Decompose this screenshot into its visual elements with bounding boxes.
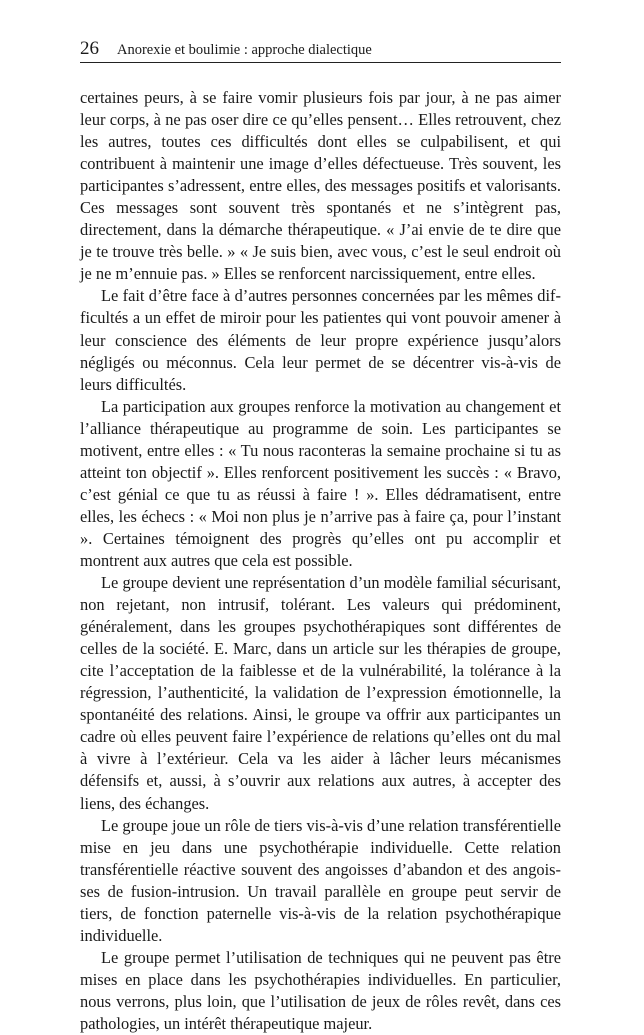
paragraph: Le groupe devient une représentation d’un modèle familial sécurisant, non rejetant, non intrusif, tolérant. Les valeurs qui prédominent, généralement, dans les groupes psychothérapiques sont différentes de celles de la société. E. Marc, dans un article sur les thérapies de groupe, cite l’acceptation de la faiblesse et de la vulnérabilité, la tolérance à la régression, l’authenticité, la validation de l’expression émotionnelle, la spontanéité des relations. Ainsi, le groupe va offrir aux participantes un cadre où elles peuvent faire l’expérience de relations qu’elles ont du mal à vivre à l’extérieur. Cela va les aider à lâcher leurs mécanismes défensifs et, aussi, à s’ouvrir aux relations aux autres, à accepter des liens, des échanges. (80, 573, 561, 813)
paragraph: Le groupe permet l’utilisation de techniques qui ne peuvent pas être mises en place dans les psychothérapies individuelles. En particulier, nous verrons, plus loin, que l’utilisation de jeux de rôles revêt, dans ces pathologies, un intérêt thérapeutique majeur. (80, 947, 561, 1033)
body-text (80, 87, 561, 1035)
page-number: 26 (80, 38, 99, 59)
running-header (80, 38, 561, 63)
paragraph: La participation aux groupes renforce la motivation au changement et l’alliance thérapeutique au programme de soin. Les participantes se motivent, entre elles : « Tu nous raconteras la semaine prochaine si tu as atteint ton objectif ». Elles renforcent positivement les succès : « Bravo, c’est génial ce que tu as réussi à faire ! ». Elles dédramatisent, entre elles, les échecs : « Moi non plus je n’arrive pas à faire ça, pour l’instant ». Certaines témoignent des progrès qu’elles ont pu accomplir et montrent aux autres que cela est possible. (80, 396, 561, 570)
running-title: Anorexie et boulimie : approche dialectique (117, 42, 372, 58)
paragraph: Le fait d’être face à d’autres personnes concernées par les mêmes difficultés a un effet de miroir pour les patientes qui vont pouvoir amener à leur conscience des éléments de leur propre expérience jusqu’alors négligés ou méconnus. Cela leur permet de se décentrer vis-à-vis de leurs difficultés. (80, 286, 561, 394)
paragraph: Le groupe joue un rôle de tiers vis-à-vis d’une relation transférentielle mise en jeu dans une psychothérapie individuelle. Cette relation transférentielle réactive souvent des angoisses d’abandon et des angoisses de fusion-intrusion. Un travail parallèle en groupe peut servir de tiers, de fonction paternelle vis-à-vis de la relation psychothérapique individuelle. (80, 815, 561, 945)
paragraph-continued: certaines peurs, à se faire vomir plusieurs fois par jour, à ne pas aimer leur corps, à ne pas oser dire ce qu’elles pensent… Elles retrouvent, chez les autres, toutes ces difficultés dont elles se culpabilisent, et qui contribuent à maintenir une image d’elles défectueuse. Très souvent, les participantes s’adressent, entre elles, des messages positifs et valorisants. Ces messages sont souvent très spontanés et ne s’intègrent pas, directement, dans la démarche thérapeutique. « J’ai envie de te dire que je te trouve très belle. » « Je suis bien, avec vous, c’est le seul endroit où je ne m’ennuie pas. » Elles se renforcent narcissiquement, entre elles. (80, 88, 561, 284)
book-page (80, 38, 561, 1035)
